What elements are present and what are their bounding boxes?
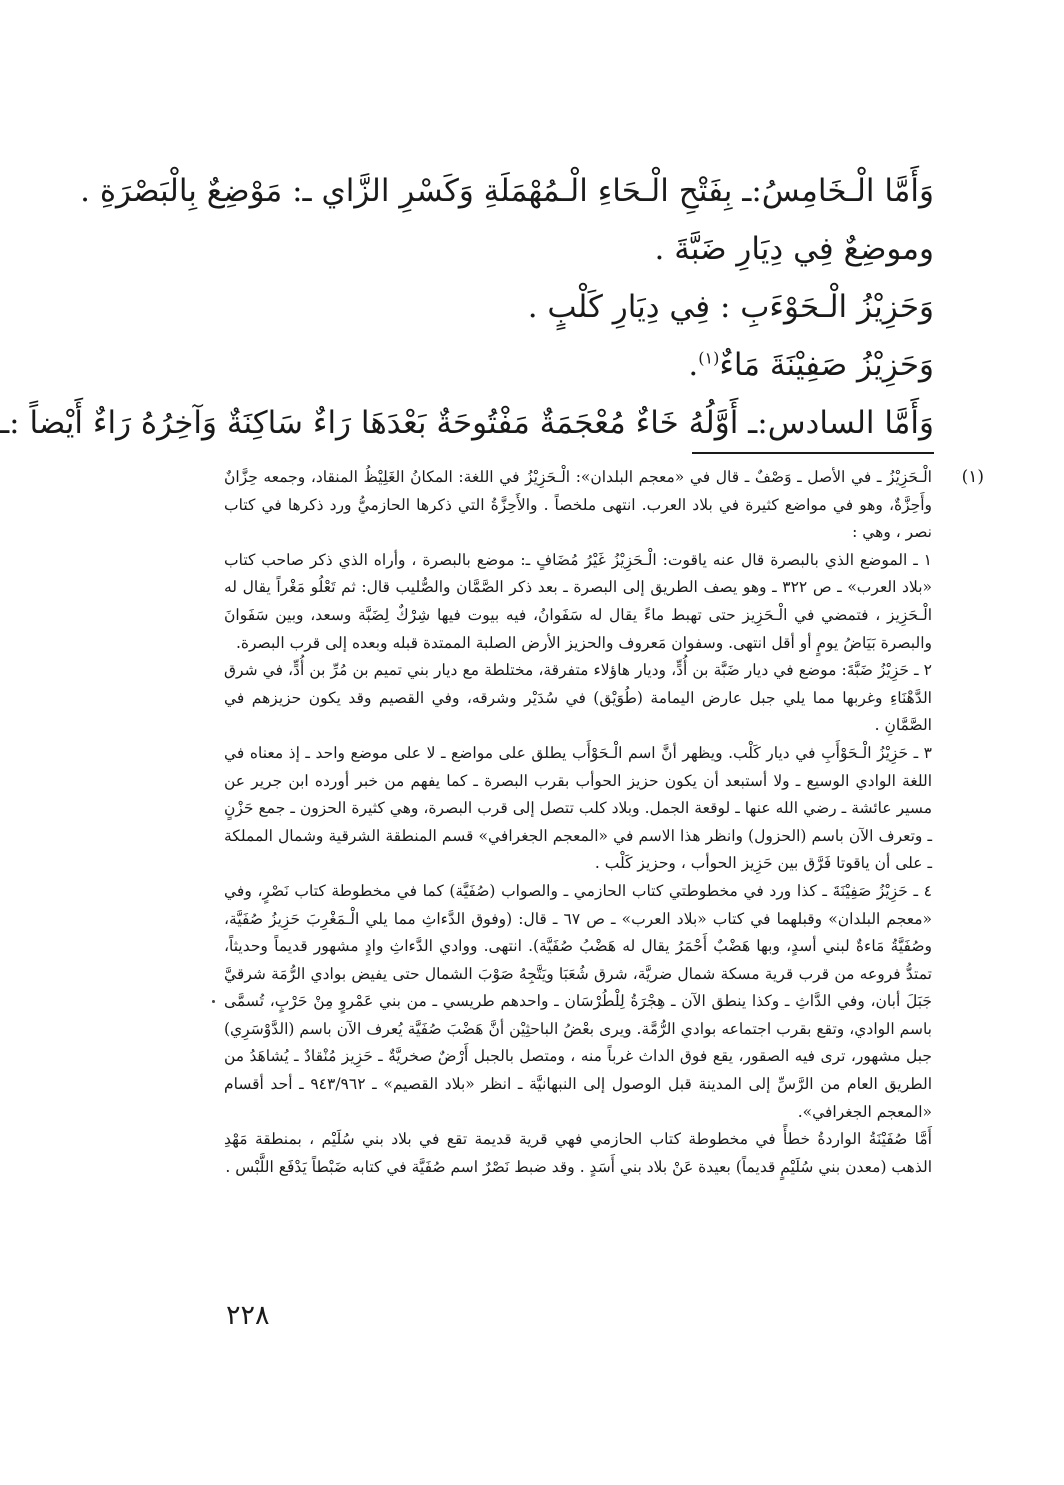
footnote-separator (692, 452, 934, 454)
main-text-block (0, 162, 934, 452)
footnote-paragraph-5: أَمَّا صُفَيْنَةُ الواردةُ خطأً في مخطوطة كتاب الحازمي فهي قرية قديمة تقع في بلاد بني سُلَيْم ، بمنطقة مَهْدِ الذهب (معدن بني سُلَيْمٍ قديماً) بعيدة عَنْ بلاد بني أَسَدٍ . وقد ضبط نَصْرٌ اسم صُفَيَّة في كتابه ضَبْطاً يَدْفَع اللَّبْس . (224, 1130, 932, 1176)
main-line-3: وَحَزِيْزُ الْـحَوْءَبِ : فِي دِيَارِ كَلْبٍ . (527, 289, 934, 325)
main-line-4-period: . (688, 347, 699, 383)
footnote-body (224, 464, 932, 1181)
main-line-4 (214, 336, 934, 394)
footnote-paragraph-1: ١ ـ الموضع الذي بالبصرة قال عنه ياقوت: الْـحَزِيْزُ غَيْرُ مُضَافٍ ـ: موضع بالبصرة ، وأراه الذي ذكر صاحب كتاب «بلاد العرب» ـ ص ٣٢٢ ـ وهو يصف الطريق إلى البصرة ـ بعد ذكر الصَّمَّان والصُّليب قال: ثم تَعْلُو مَغْراً يقال له الْـحَزِيز ، فتمضي في الْـحَزِيز حتى تهبط ماءً يقال له سَفَوانُ، فيه بيوت فيها شِرْكٌ لِضَبَّة وسعد، وبين سَفَوانَ والبصرة بَيَاضُ يومٍ أو أقل انتهى. وسفوان مَعروف والحزيز الأرض الصلبة الممتدة قبله وبعده إلى قرب البصرة. (224, 550, 932, 652)
footnote-marker: (١) (961, 467, 984, 487)
footnote-paragraph-3: ٣ ـ حَزِيْزُ الْـحَوْأَبِ في ديار كَلْب. ويظهر أنَّ اسم الْـحَوْأَب يطلق على مواضع ـ لا على موضع واحد ـ إذ معناه في اللغة الوادي الوسيع ـ ولا أستبعد أن يكون حزيز الحوأب بقرب البصرة ـ كما يفهم من خبر أورده ابن جرير عن مسير عائشة ـ رضي الله عنها ـ لوقعة الجمل. وبلاد كلب تتصل إلى قرب البصرة، وهي كثيرة الحزون ـ جمع حَزْنٍ ـ وتعرف الآن باسم (الحزول) وانظر هذا الاسم في «المعجم الجغرافي» قسم المنطقة الشرقية وشمال المملكة ـ على أن ياقوتا فَرَّق بين حَزِيز الحوأب ، وحزيز كَلْب . (224, 743, 932, 873)
margin-mark (212, 1000, 215, 1003)
footnote-paragraph-2: ٢ ـ حَزِيْزُ ضَبَّةَ: موضع في ديار ضَبَّة بن أُدٍّ، وديار هاؤلاء متفرقة، مختلطة مع ديار بني تميم بن مُرِّ بن أُدٍّ، في شرق الدَّهْنَاءِ وغربها مما يلي جبل عارض اليمامة (طُوَيْق) في سُدَيْر وشرقه، وفي القصيم وقد يكون حزيزهم في الصَّمَّانِ . (224, 661, 932, 735)
main-line-5: وَأَمَّا السادس:ـ أَوَّلُهُ خَاءٌ مُعْجَمَةٌ مَفْتُوحَةٌ بَعْدَهَا رَاءٌ سَاكِنَةٌ وَآخِرُهُ رَاءٌ أَيْضاً :ـ (0, 405, 934, 441)
main-line-4-text: وَحَزِيْزُ صَفِيْنَةَ مَاءٌ (719, 347, 934, 383)
footnote-paragraph-intro: الْـحَزِيْزُ ـ في الأصل ـ وَصْفٌ ـ قال في «معجم البلدان»: الْـحَزِيْزُ في اللغة: المكانُ الغَلِيْظُ المنقاد، وجمعه حِزَّانٌ وأَحِزَّةٌ، وهو في مواضع كثيرة في بلاد العرب. انتهى ملخصاً . والأَحِزَّةُ التي ذكرها الحازميُّ ورد ذكرها في كتاب نصر ، وهي : (224, 468, 932, 542)
main-line-1: وَأَمَّا الْـخَامِسُ:ـ بِفَتْحِ الْـحَاءِ الْـمُهْمَلَةِ وَكَسْرِ الزَّاي ـ: مَوْضِعٌ بِالْبَصْرَةِ . (80, 173, 934, 209)
footnote-reference[interactable]: (١) (698, 348, 720, 368)
main-line-2: وموضِعٌ فِي دِيَارِ ضَبَّةَ . (654, 231, 934, 267)
footnote-paragraph-4: ٤ ـ حَزِيْزُ صَفِيْنَةَ ـ كذا ورد في مخطوطتي كتاب الحازمي ـ والصواب (صُفَيَّة) كما في مخطوطة كتاب نَصْرٍ، وفي «معجم البلدان» وقبلهما في كتاب «بلاد العرب» ـ ص ٦٧ ـ قال: (وفوق الدَّءاثِ مما يلي الْـمَغْرِبَ حَزِيزُ صُفَيَّة، وصُفَيَّةُ مَاءةٌ لبني أسدٍ، وبها هَضْبٌ أَحْمَرُ يقال له هَضْبُ صُفَيَّة). انتهى. ووادي الدَّءاثِ وادٍ مشهور قديماً وحديثاً، تمتدُّ فروعه من قرب قرية مسكة شمال ضريَّة، شرق شُعَبَا ويَتَّجِهُ صَوْبَ الشمال حتى يفيض بوادي الرُّمَة شرقيَّ جَبَلَ أبان، وفي الدَّاثِ ـ وكذا ينطق الآن ـ هِجْرَةُ لِلْطُرْسَان ـ واحدهم طريسي ـ من بني عَمْروٍ مِنْ حَرْبٍ، تُسمَّى باسم الوادي، وتقع بقرب اجتماعه بوادي الرُّمَّة. ويرى بعْضُ الباحثِيْن أنَّ هَضْبَ صُفَيَّة يُعرف الآن باسم (الدَّوْسَرِي) جبل مشهور، ترى فيه الصقور، يقع فوق الداث غرباً منه ، ومتصل بالجبل أَرْضٌ صخريَّةٌ ـ حَزِيز مُنْقادٌ ـ يُشاهَدُ من الطريق العام من الرَّسِّ إلى المدينة قبل الوصول إلى النبهانيَّة ـ انظر «بلاد القصيم» ـ ٩٤٣/٩٦٢ ـ أحد أقسام «المعجم الجغرافي». (224, 881, 933, 1121)
page-number: ٢٢٨ (226, 1300, 270, 1331)
